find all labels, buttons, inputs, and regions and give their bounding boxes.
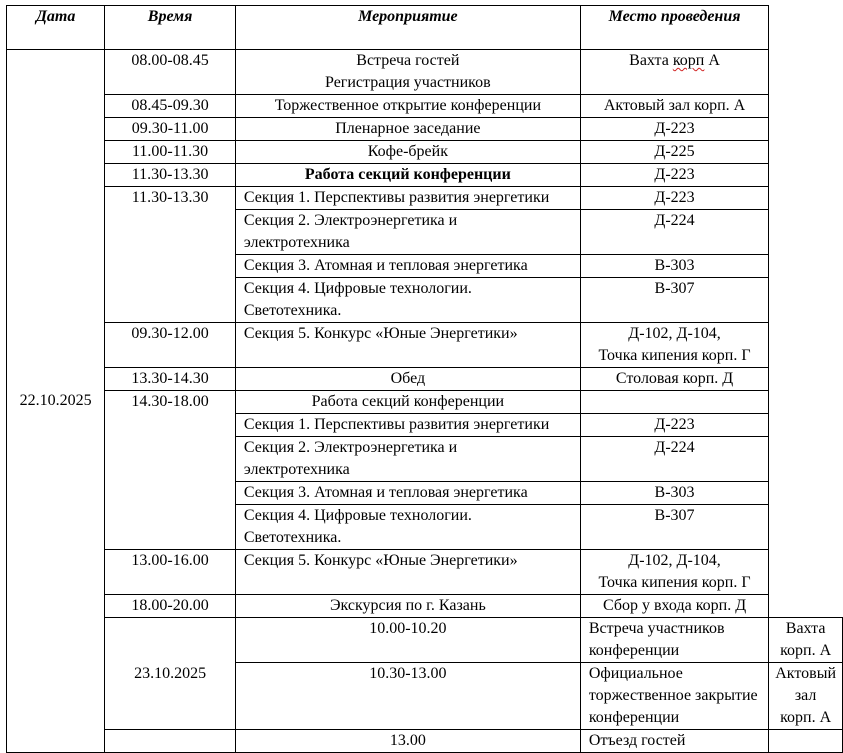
time-cell: 08.00-08.45: [105, 50, 236, 95]
place-cell: Актовый зал корп. А: [769, 663, 843, 730]
event-line: Светотехника.: [243, 529, 342, 546]
table-row: [7, 50, 843, 95]
event-line: Секция 2. Электроэнергетика и: [243, 439, 458, 456]
header-event: Мероприятие: [235, 6, 580, 50]
place-cell: Д-224: [580, 437, 768, 482]
event-cell: Отъезд гостей: [580, 730, 768, 753]
table-row: [7, 550, 843, 595]
table-row: [7, 141, 843, 164]
event-cell: [235, 50, 580, 95]
time-cell: 10.30-13.00: [235, 663, 580, 730]
event-line: Регистрация участников: [325, 74, 491, 91]
event-line: электротехника: [243, 234, 350, 251]
event-cell: Экскурсия по г. Казань: [235, 595, 580, 618]
header-date: Дата: [7, 6, 105, 50]
place-cell: Д-223: [580, 118, 768, 141]
event-cell-section-work: Работа секций конференции: [235, 391, 580, 414]
place-cell: Столовая корп. Д: [580, 368, 768, 391]
section-event-cell: Секция 5. Конкурс «Юные Энергетики»: [235, 323, 580, 368]
place-part: Вахта: [629, 52, 673, 69]
table-row: [7, 730, 843, 753]
time-cell: 13.00-16.00: [105, 550, 236, 595]
place-part: А: [704, 52, 720, 69]
event-line: Встреча гостей: [356, 52, 460, 69]
event-cell: Торжественное открытие конференции: [235, 95, 580, 118]
place-line: Точка кипения корп. Г: [598, 574, 751, 591]
time-cell: 09.30-12.00: [105, 323, 236, 368]
table-row: [7, 618, 843, 663]
section-event-cell: [235, 505, 580, 550]
place-cell: Сбор у входа корп. Д: [580, 595, 768, 618]
place-cell: Д-224: [580, 210, 768, 255]
place-cell: Д-223: [580, 414, 768, 437]
event-line: конференции: [588, 709, 680, 726]
event-cell: Встреча участников конференции: [580, 618, 768, 663]
time-cell: 11.30-13.30: [105, 164, 236, 187]
section-event-cell: Секция 3. Атомная и тепловая энергетика: [235, 482, 580, 505]
time-cell: 13.30-14.30: [105, 368, 236, 391]
place-cell: В-307: [580, 505, 768, 550]
table-row: [7, 187, 843, 210]
header-place: Место проведения: [580, 6, 768, 50]
event-cell: Кофе-брейк: [235, 141, 580, 164]
table-row: [7, 368, 843, 391]
section-event-cell: Секция 1. Перспективы развития энергетики: [235, 414, 580, 437]
time-cell: 10.00-10.20: [235, 618, 580, 663]
event-line: Официальное торжественное закрытие: [588, 665, 758, 704]
event-line: электротехника: [243, 461, 350, 478]
event-line: Секция 2. Электроэнергетика и: [243, 212, 458, 229]
date-cell-empty: [105, 730, 236, 753]
place-cell: В-303: [580, 255, 768, 278]
place-cell: Д-223: [580, 164, 768, 187]
header-time: Время: [105, 6, 236, 50]
event-cell: [580, 663, 768, 730]
section-event-cell: [235, 210, 580, 255]
place-cell: [580, 550, 768, 595]
table-row: [7, 391, 843, 414]
place-line: Точка кипения корп. Г: [598, 347, 751, 364]
table-row: [7, 164, 843, 187]
table-row: [7, 595, 843, 618]
section-event-cell: Секция 1. Перспективы развития энергетики: [235, 187, 580, 210]
schedule-table: [6, 5, 843, 753]
event-line: Секция 4. Цифровые технологии.: [243, 507, 472, 524]
section-event-cell: [235, 437, 580, 482]
time-cell: 11.00-11.30: [105, 141, 236, 164]
time-cell: 09.30-11.00: [105, 118, 236, 141]
place-cell: Д-223: [580, 187, 768, 210]
date-cell-day1: 22.10.2025: [7, 50, 105, 753]
table-row: [7, 118, 843, 141]
table-row: [7, 323, 843, 368]
place-cell: Д-225: [580, 141, 768, 164]
time-cell: 08.45-09.30: [105, 95, 236, 118]
table-row: [7, 95, 843, 118]
event-line: Светотехника.: [243, 302, 342, 319]
place-cell: [580, 50, 768, 95]
place-cell: В-307: [580, 278, 768, 323]
header-row: [7, 6, 843, 50]
time-cell: 14.30-18.00: [105, 391, 236, 550]
place-cell: Вахта корп. А: [769, 618, 843, 663]
place-cell: В-303: [580, 482, 768, 505]
time-cell: 18.00-20.00: [105, 595, 236, 618]
place-cell: [580, 323, 768, 368]
section-event-cell: Секция 3. Атомная и тепловая энергетика: [235, 255, 580, 278]
event-cell: Обед: [235, 368, 580, 391]
event-cell-section-work: Работа секций конференции: [235, 164, 580, 187]
date-cell-day2: 23.10.2025: [105, 618, 236, 730]
event-cell: Пленарное заседание: [235, 118, 580, 141]
section-event-cell: [235, 278, 580, 323]
place-line: Д-102, Д-104,: [628, 552, 721, 569]
spellcheck-underlined-word: корп: [672, 52, 705, 69]
event-line: Секция 4. Цифровые технологии.: [243, 280, 472, 297]
time-cell: 11.30-13.30: [105, 187, 236, 323]
place-cell: Актовый зал корп. А: [580, 95, 768, 118]
place-line: Д-102, Д-104,: [628, 325, 721, 342]
place-cell: [769, 730, 843, 753]
time-cell: 13.00: [235, 730, 580, 753]
schedule-document: [6, 5, 843, 753]
place-cell: [580, 391, 768, 414]
section-event-cell: Секция 5. Конкурс «Юные Энергетики»: [235, 550, 580, 595]
